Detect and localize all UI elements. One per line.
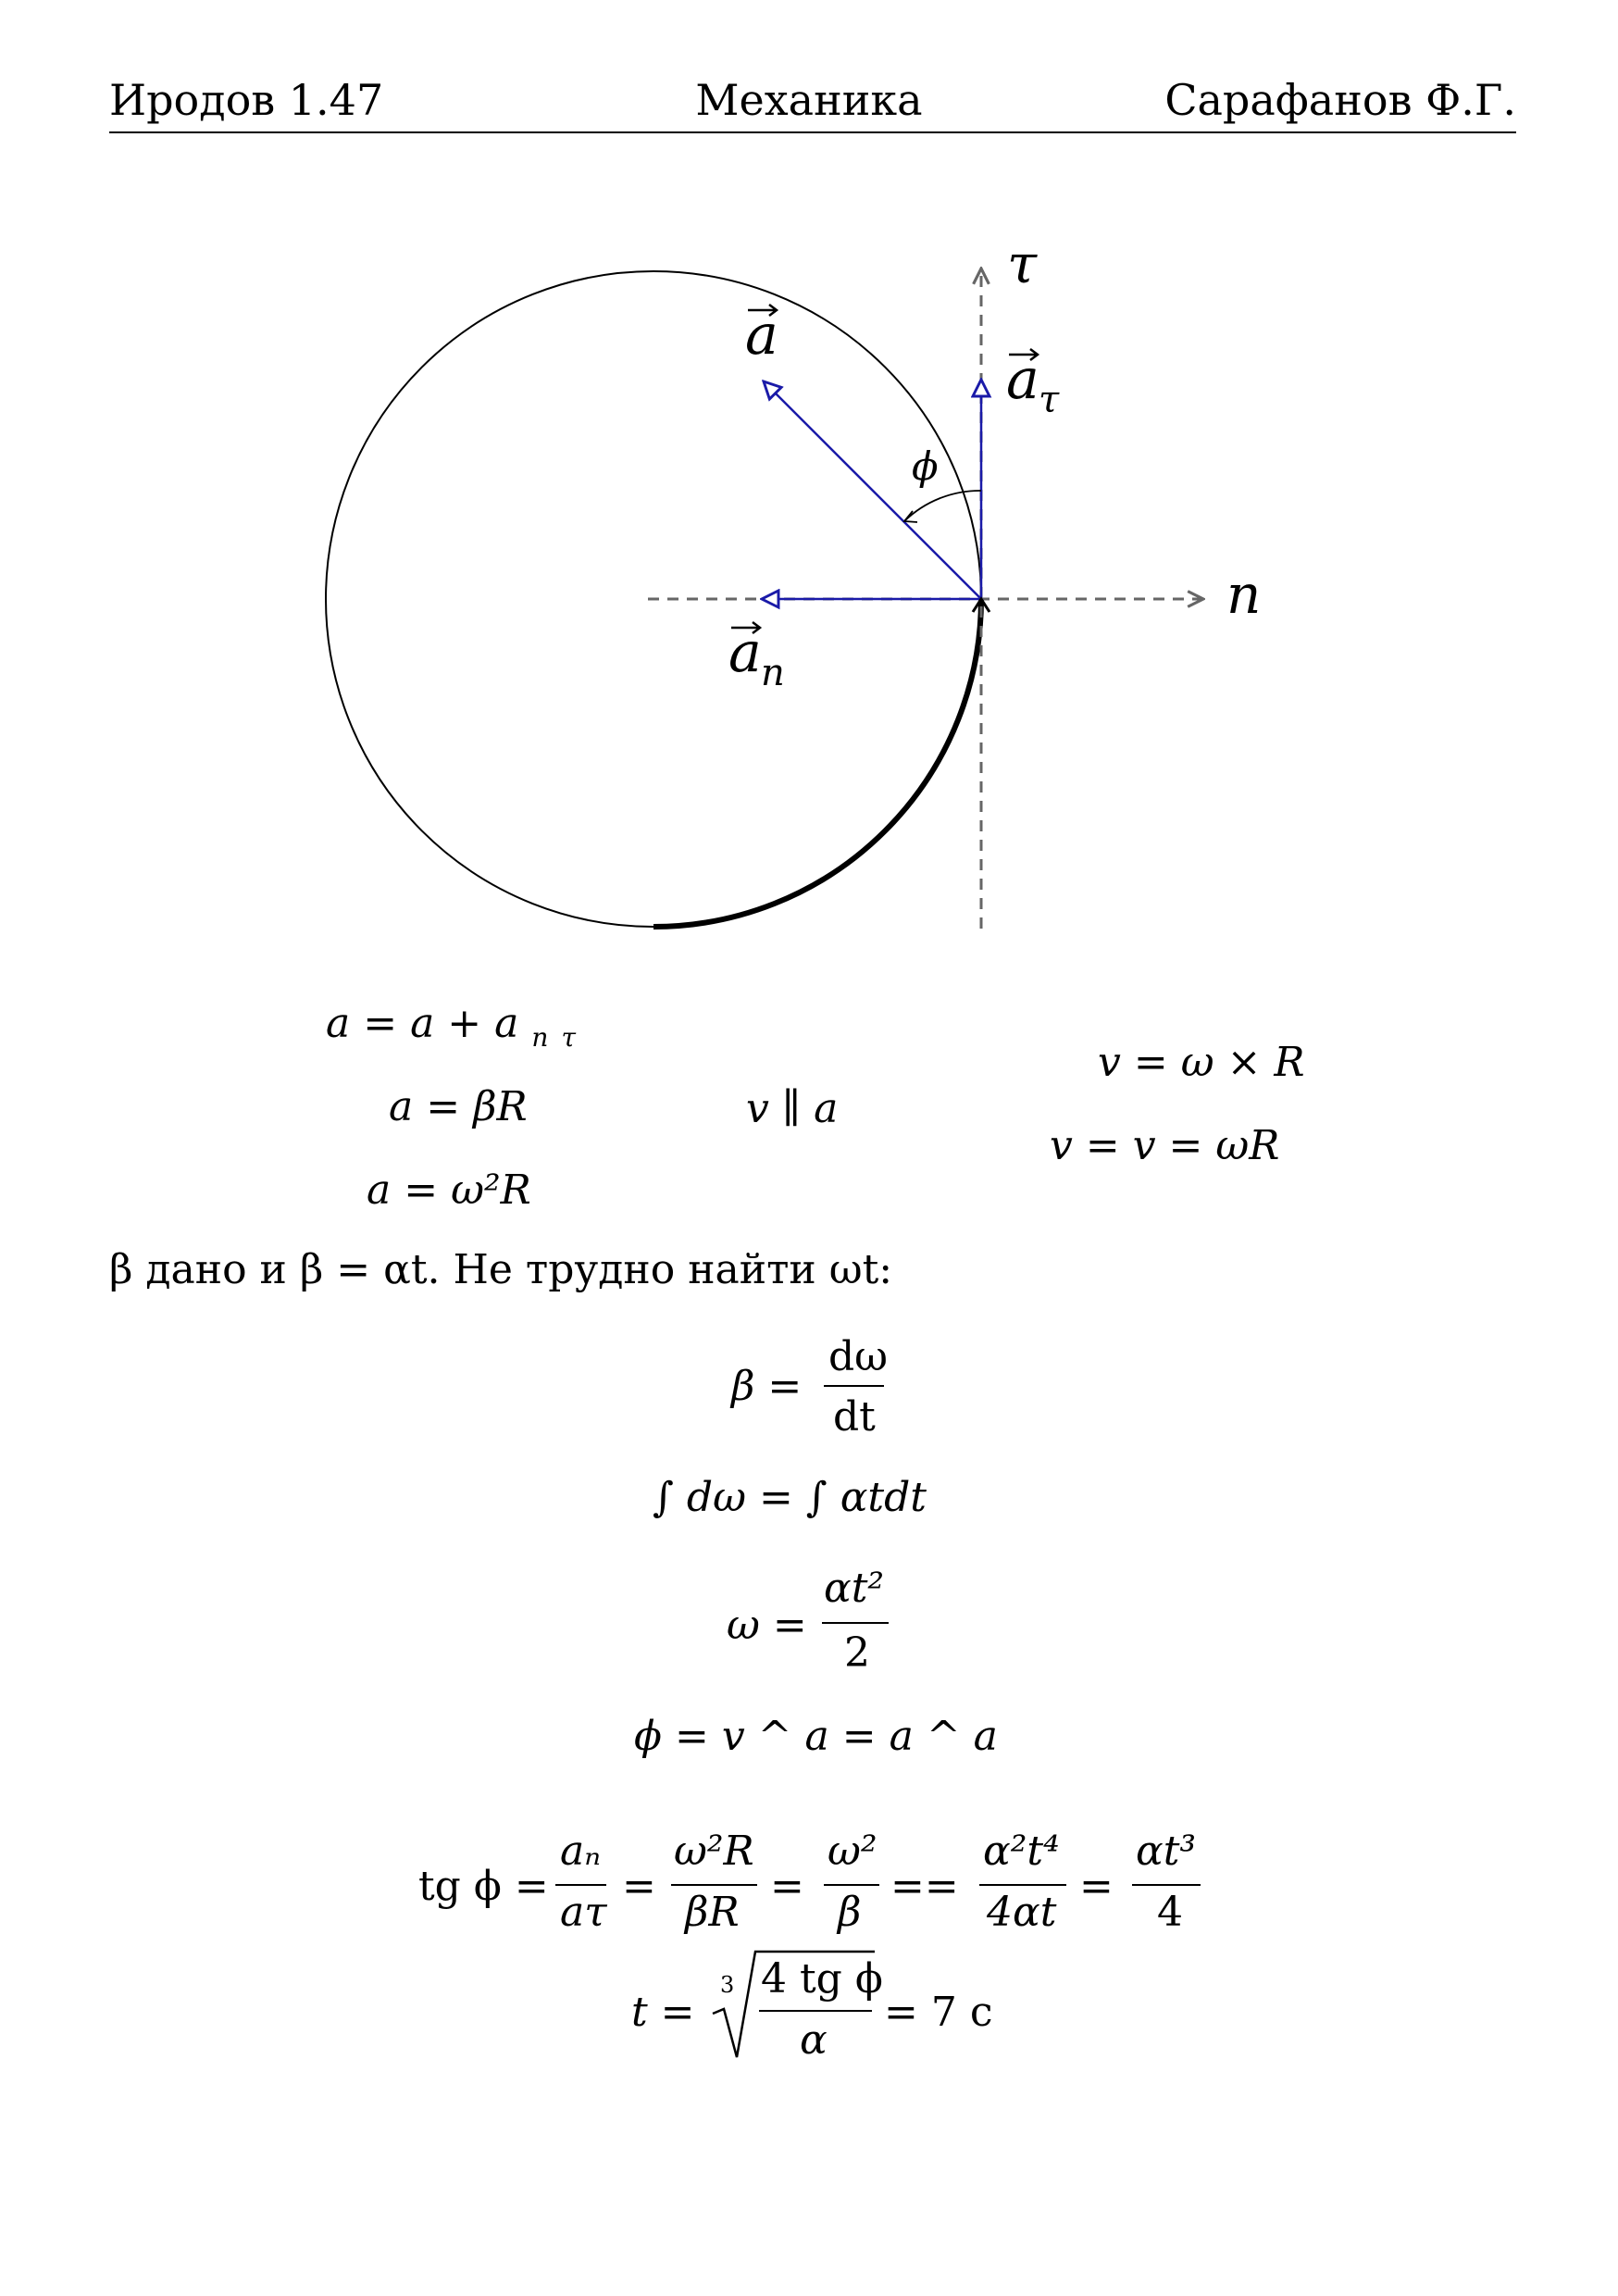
eq-phi: ϕ = v ^ a = a ^ a xyxy=(634,1713,998,1760)
eq-omega-den: 2 xyxy=(844,1629,870,1677)
eq-tg-f2-num: ω²R xyxy=(674,1828,754,1875)
label-a: a xyxy=(745,303,778,368)
formula-v-parallel: v ∥ a xyxy=(746,1085,839,1132)
formula-a-n: a = ω²R xyxy=(367,1167,531,1214)
eq-tg-f5-den: 4 xyxy=(1157,1889,1183,1936)
paragraph-text: β дано и β = αt. Не трудно найти ωt: xyxy=(109,1246,893,1293)
eq-tg-eq2: = xyxy=(770,1863,804,1910)
eq-tg-f5-num: αt³ xyxy=(1136,1828,1197,1875)
eq-t-rhs: = 7 c xyxy=(884,1989,993,2036)
eq-tg-lhs: tg ϕ = xyxy=(418,1863,549,1910)
label-tau-axis: τ xyxy=(1007,232,1038,295)
label-a-tau-sub: τ xyxy=(1039,379,1060,421)
label-a-n-sub: n xyxy=(761,652,785,694)
eq-integral: ∫ dω = ∫ αtdt xyxy=(653,1474,927,1521)
formula-v-cross: v = ω × R xyxy=(1098,1039,1305,1086)
eq-beta-den: dt xyxy=(833,1393,876,1441)
formula-a-sum-sub-tau: τ xyxy=(561,1021,576,1053)
formula-a-sum-sub-n: n xyxy=(531,1021,549,1053)
label-n-axis: n xyxy=(1226,563,1262,626)
eq-tg-f4-den: 4αt xyxy=(987,1889,1057,1936)
eq-tg-eq3: == xyxy=(890,1863,959,1910)
label-a-tau: a xyxy=(1006,347,1039,412)
header-center: Механика xyxy=(695,75,923,125)
header-right: Сарафанов Ф.Г. xyxy=(1164,75,1516,125)
eq-tg-f1-num: aₙ xyxy=(560,1828,602,1875)
eq-t-root-index: 3 xyxy=(720,1972,735,1998)
eq-tg-f3-num: ω² xyxy=(828,1828,877,1875)
eq-beta-lhs: β = xyxy=(731,1363,803,1410)
header-left: Иродов 1.47 xyxy=(109,75,384,125)
eq-tg-f3-den: β xyxy=(838,1889,862,1936)
eq-tg-f1-den: aτ xyxy=(560,1889,607,1936)
eq-tg-f2-den: βR xyxy=(685,1889,740,1936)
eq-tg-f4-num: α²t⁴ xyxy=(983,1828,1060,1875)
label-phi: ϕ xyxy=(912,443,939,489)
eq-t-lhs: t = xyxy=(631,1989,695,2036)
formula-v-omega: v = v = ωR xyxy=(1050,1122,1280,1169)
eq-tg-eq4: = xyxy=(1079,1863,1114,1910)
eq-t-den: α xyxy=(800,2016,828,2064)
eq-omega-num: αt² xyxy=(824,1565,885,1612)
eq-t-num: 4 tg ϕ xyxy=(761,1955,883,2003)
formula-a-tau: a = βR xyxy=(389,1083,528,1130)
formula-a-sum-text: a = a + a xyxy=(326,1000,519,1047)
eq-omega-lhs: ω = xyxy=(727,1602,807,1649)
eq-tg-eq1: = xyxy=(622,1863,656,1910)
eq-beta-num: dω xyxy=(828,1333,889,1380)
label-a-n: a xyxy=(728,620,762,685)
